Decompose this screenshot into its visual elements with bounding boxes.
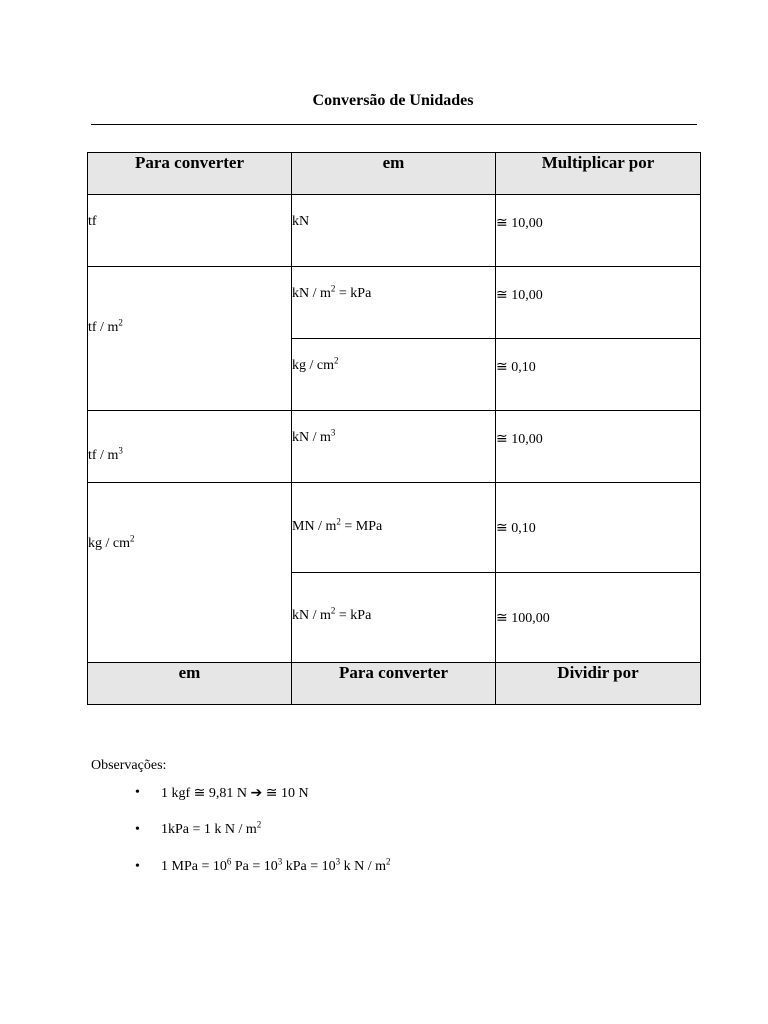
factor-value: ≅ 10,00	[496, 288, 543, 303]
header-cell	[88, 153, 292, 195]
factor-cell	[496, 267, 701, 339]
to-cell	[292, 411, 496, 483]
conversion-table	[87, 152, 701, 705]
header-cell	[496, 153, 701, 195]
observations-list	[128, 784, 391, 895]
to-cell	[292, 573, 496, 663]
factor-value: ≅ 10,00	[496, 216, 543, 231]
factor-cell	[496, 483, 701, 573]
bullet-icon: •	[135, 822, 140, 837]
from-cell	[88, 267, 292, 411]
arrow-right-icon: ➔	[250, 785, 263, 801]
to-unit: kN / $m^2$ = kPa	[292, 605, 372, 623]
header-multiplicar-por: Multiplicar por	[541, 153, 655, 172]
list-item: • 1kPa = 1 k N / $m^2$	[135, 819, 262, 837]
to-unit: MN / $m^2$ = MPa	[292, 516, 383, 534]
document-title: Conversão de Unidades	[312, 92, 474, 109]
footer-cell	[292, 663, 496, 705]
factor-value: ≅ 100,00	[496, 611, 550, 626]
table-row	[88, 483, 701, 573]
footer-para-converter: Para converter	[338, 663, 449, 682]
to-unit: kN / $m^2$ = kPa	[292, 283, 372, 301]
footer-cell	[496, 663, 701, 705]
to-cell	[292, 195, 496, 267]
factor-value: ≅ 0,10	[496, 360, 536, 375]
from-cell	[88, 483, 292, 663]
factor-value: ≅ 10,00	[496, 432, 543, 447]
table-footer-row	[88, 663, 701, 705]
factor-value: ≅ 0,10	[496, 521, 536, 536]
from-unit: kg / $cm^2$	[88, 533, 135, 551]
observations-label: Observações:	[91, 758, 167, 773]
from-cell	[88, 195, 292, 267]
title-divider	[91, 124, 697, 125]
footer-em: em	[178, 663, 201, 682]
header-para-converter: Para converter	[134, 153, 245, 172]
to-cell	[292, 483, 496, 573]
list-item: • 1 MPa = $10^6$ $Pa = 10^3$ kPa = $10^3$ k N / $m^2$	[135, 856, 391, 874]
header-cell	[292, 153, 496, 195]
bullet-icon: •	[135, 859, 140, 874]
from-unit: tf / $m^3$	[88, 445, 123, 463]
footer-cell	[88, 663, 292, 705]
bullet-icon: •	[135, 785, 140, 800]
table-row	[88, 411, 701, 483]
from-unit: tf	[88, 214, 97, 229]
to-unit: kg / $cm^2$	[292, 355, 339, 373]
table-row	[88, 267, 701, 339]
to-cell	[292, 339, 496, 411]
factor-cell	[496, 573, 701, 663]
table-row	[88, 195, 701, 267]
list-item: • 1 kgf ≅ 9,81 N ➔ ≅ 10 N	[135, 785, 309, 801]
to-unit: kN	[292, 214, 310, 229]
factor-cell	[496, 195, 701, 267]
footer-dividir-por: Dividir por	[557, 663, 639, 682]
table-header-row	[88, 153, 701, 195]
header-em: em	[382, 153, 405, 172]
from-cell	[88, 411, 292, 483]
factor-cell	[496, 411, 701, 483]
factor-cell	[496, 339, 701, 411]
to-cell	[292, 267, 496, 339]
from-unit: tf / $m^2$	[88, 316, 123, 335]
to-unit: kN / $m^3$	[292, 427, 336, 445]
